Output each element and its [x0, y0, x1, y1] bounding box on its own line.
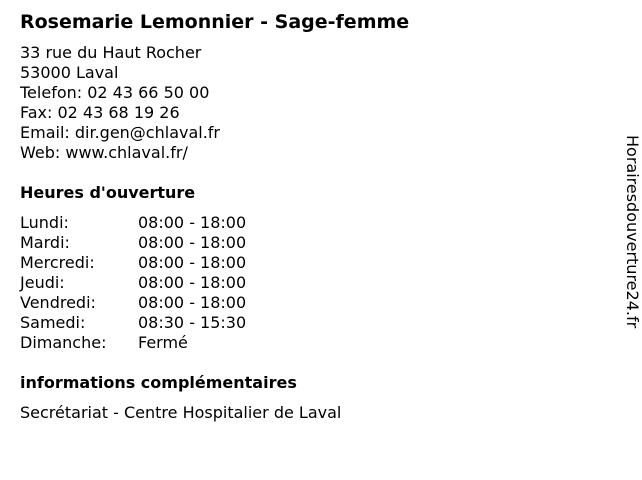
address-city: 53000 Laval — [20, 63, 119, 82]
hours-row — [20, 333, 246, 353]
hours-day: Lundi: — [20, 213, 69, 232]
hours-time: 08:00 - 18:00 — [138, 213, 247, 232]
address-block — [20, 43, 600, 163]
extra-info-text: Secrétariat - Centre Hospitalier de Laval — [20, 403, 342, 422]
extra-info-heading: informations complémentaires — [20, 373, 297, 392]
hours-time: 08:00 - 18:00 — [138, 273, 247, 292]
hours-day: Samedi: — [20, 313, 86, 332]
hours-row — [20, 273, 246, 293]
business-card — [20, 10, 600, 423]
hours-time: 08:30 - 15:30 — [138, 313, 247, 332]
fax-line: Fax: 02 43 68 19 26 — [20, 103, 180, 122]
address-street: 33 rue du Haut Rocher — [20, 43, 202, 62]
hours-row — [20, 313, 246, 333]
hours-row — [20, 233, 246, 253]
phone-line: Telefon: 02 43 66 50 00 — [20, 83, 210, 102]
opening-hours-table — [20, 213, 246, 353]
hours-day: Mardi: — [20, 233, 70, 252]
page-title: Rosemarie Lemonnier - Sage-femme — [20, 11, 410, 33]
hours-row — [20, 213, 246, 233]
site-watermark: Horairesdouverture24.fr — [623, 135, 642, 329]
email-line: Email: dir.gen@chlaval.fr — [20, 123, 221, 142]
hours-day: Mercredi: — [20, 253, 95, 272]
hours-time: 08:00 - 18:00 — [138, 293, 247, 312]
opening-hours-heading: Heures d'ouverture — [20, 183, 196, 202]
hours-row — [20, 293, 246, 313]
hours-day: Vendredi: — [20, 293, 96, 312]
hours-time: 08:00 - 18:00 — [138, 253, 247, 272]
hours-day: Dimanche: — [20, 333, 107, 352]
hours-time: Fermé — [138, 333, 188, 352]
hours-time: 08:00 - 18:00 — [138, 233, 247, 252]
hours-day: Jeudi: — [20, 273, 65, 292]
hours-row — [20, 253, 246, 273]
web-line: Web: www.chlaval.fr/ — [20, 143, 188, 162]
